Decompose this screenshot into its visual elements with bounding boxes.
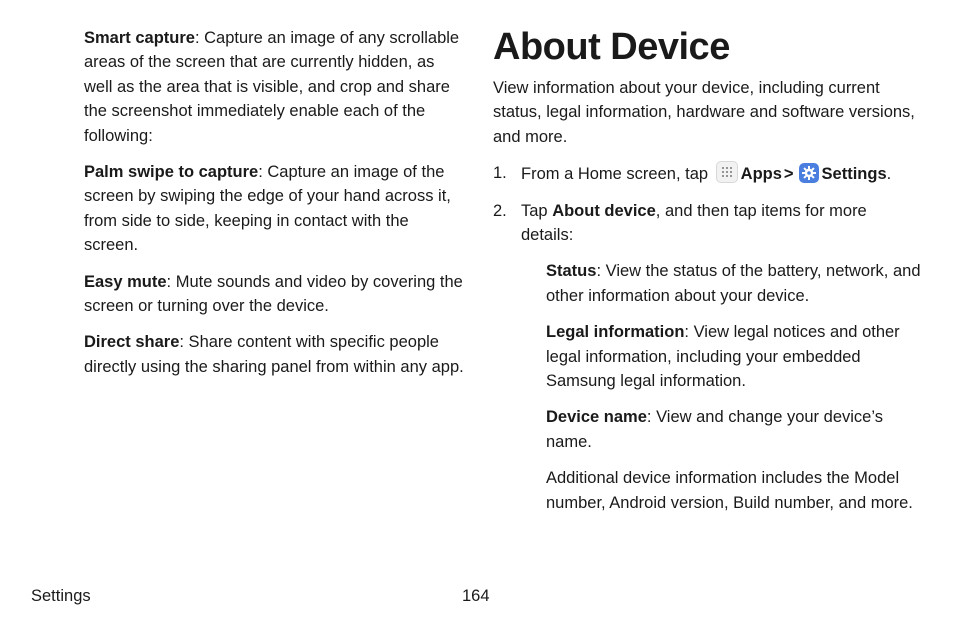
legal-information-term: Legal information xyxy=(546,323,685,342)
additional-info-paragraph: Additional device information includes the Model number, Android version, Build number, and more. xyxy=(546,469,913,512)
right-column xyxy=(493,24,923,527)
apps-grid-icon xyxy=(716,161,738,183)
direct-share-term: Direct share xyxy=(84,333,180,352)
settings-gear-icon xyxy=(799,163,819,183)
apps-label: Apps xyxy=(740,165,782,184)
device-name-item xyxy=(546,405,923,454)
step-2 xyxy=(493,199,923,248)
step-1 xyxy=(493,161,923,186)
legal-information-item xyxy=(546,320,923,393)
status-item xyxy=(546,259,923,308)
step-1-prefix: From a Home screen, tap xyxy=(521,165,713,184)
device-name-text: : View and change your device’s name. xyxy=(546,408,883,451)
legal-information-text: : View legal notices and other legal information, including your embedded Samsung legal information. xyxy=(546,323,900,391)
smart-capture-paragraph xyxy=(84,26,464,148)
step-2-number: 2. xyxy=(493,201,507,220)
footer-section-label: Settings xyxy=(31,587,91,605)
status-term: Status xyxy=(546,262,597,281)
intro-paragraph: View information about your device, including current status, legal information, hardware and software versions, and more. xyxy=(493,79,915,146)
device-name-term: Device name xyxy=(546,408,647,427)
step-2-text: , and then tap items for more details: xyxy=(521,201,867,245)
settings-label: Settings xyxy=(821,165,887,184)
step-1-end: . xyxy=(886,165,892,184)
direct-share-text: : Share content with specific people directly using the sharing panel from within any app. xyxy=(84,333,464,376)
page-number: 164 xyxy=(462,587,490,605)
palm-swipe-term: Palm swipe to capture xyxy=(84,163,259,182)
step-1-number: 1. xyxy=(493,164,507,183)
smart-capture-term: Smart capture xyxy=(84,29,195,47)
status-text: : View the status of the battery, network, and other information about your device. xyxy=(546,262,921,305)
left-column xyxy=(84,26,464,391)
direct-share-paragraph xyxy=(84,330,464,379)
chevron-right-icon: > xyxy=(783,165,794,184)
page-title: About Device xyxy=(493,26,730,68)
easy-mute-text: : Mute sounds and video by covering the screen or turning over the device. xyxy=(84,272,463,316)
step-2-prefix: Tap xyxy=(521,201,553,220)
easy-mute-term: Easy mute xyxy=(84,272,167,291)
smart-capture-text: : Capture an image of any scrollable areas of the screen that are currently hidden, as well as the area that is visible, and crop and share the screenshot immediately enable each of the following: xyxy=(84,29,460,145)
palm-swipe-paragraph xyxy=(84,160,464,258)
about-device-term: About device xyxy=(552,201,656,220)
palm-swipe-text: : Capture an image of the screen by swiping the edge of your hand across it, from side to side, keeping in contact with the screen. xyxy=(84,163,451,255)
easy-mute-paragraph xyxy=(84,270,464,319)
